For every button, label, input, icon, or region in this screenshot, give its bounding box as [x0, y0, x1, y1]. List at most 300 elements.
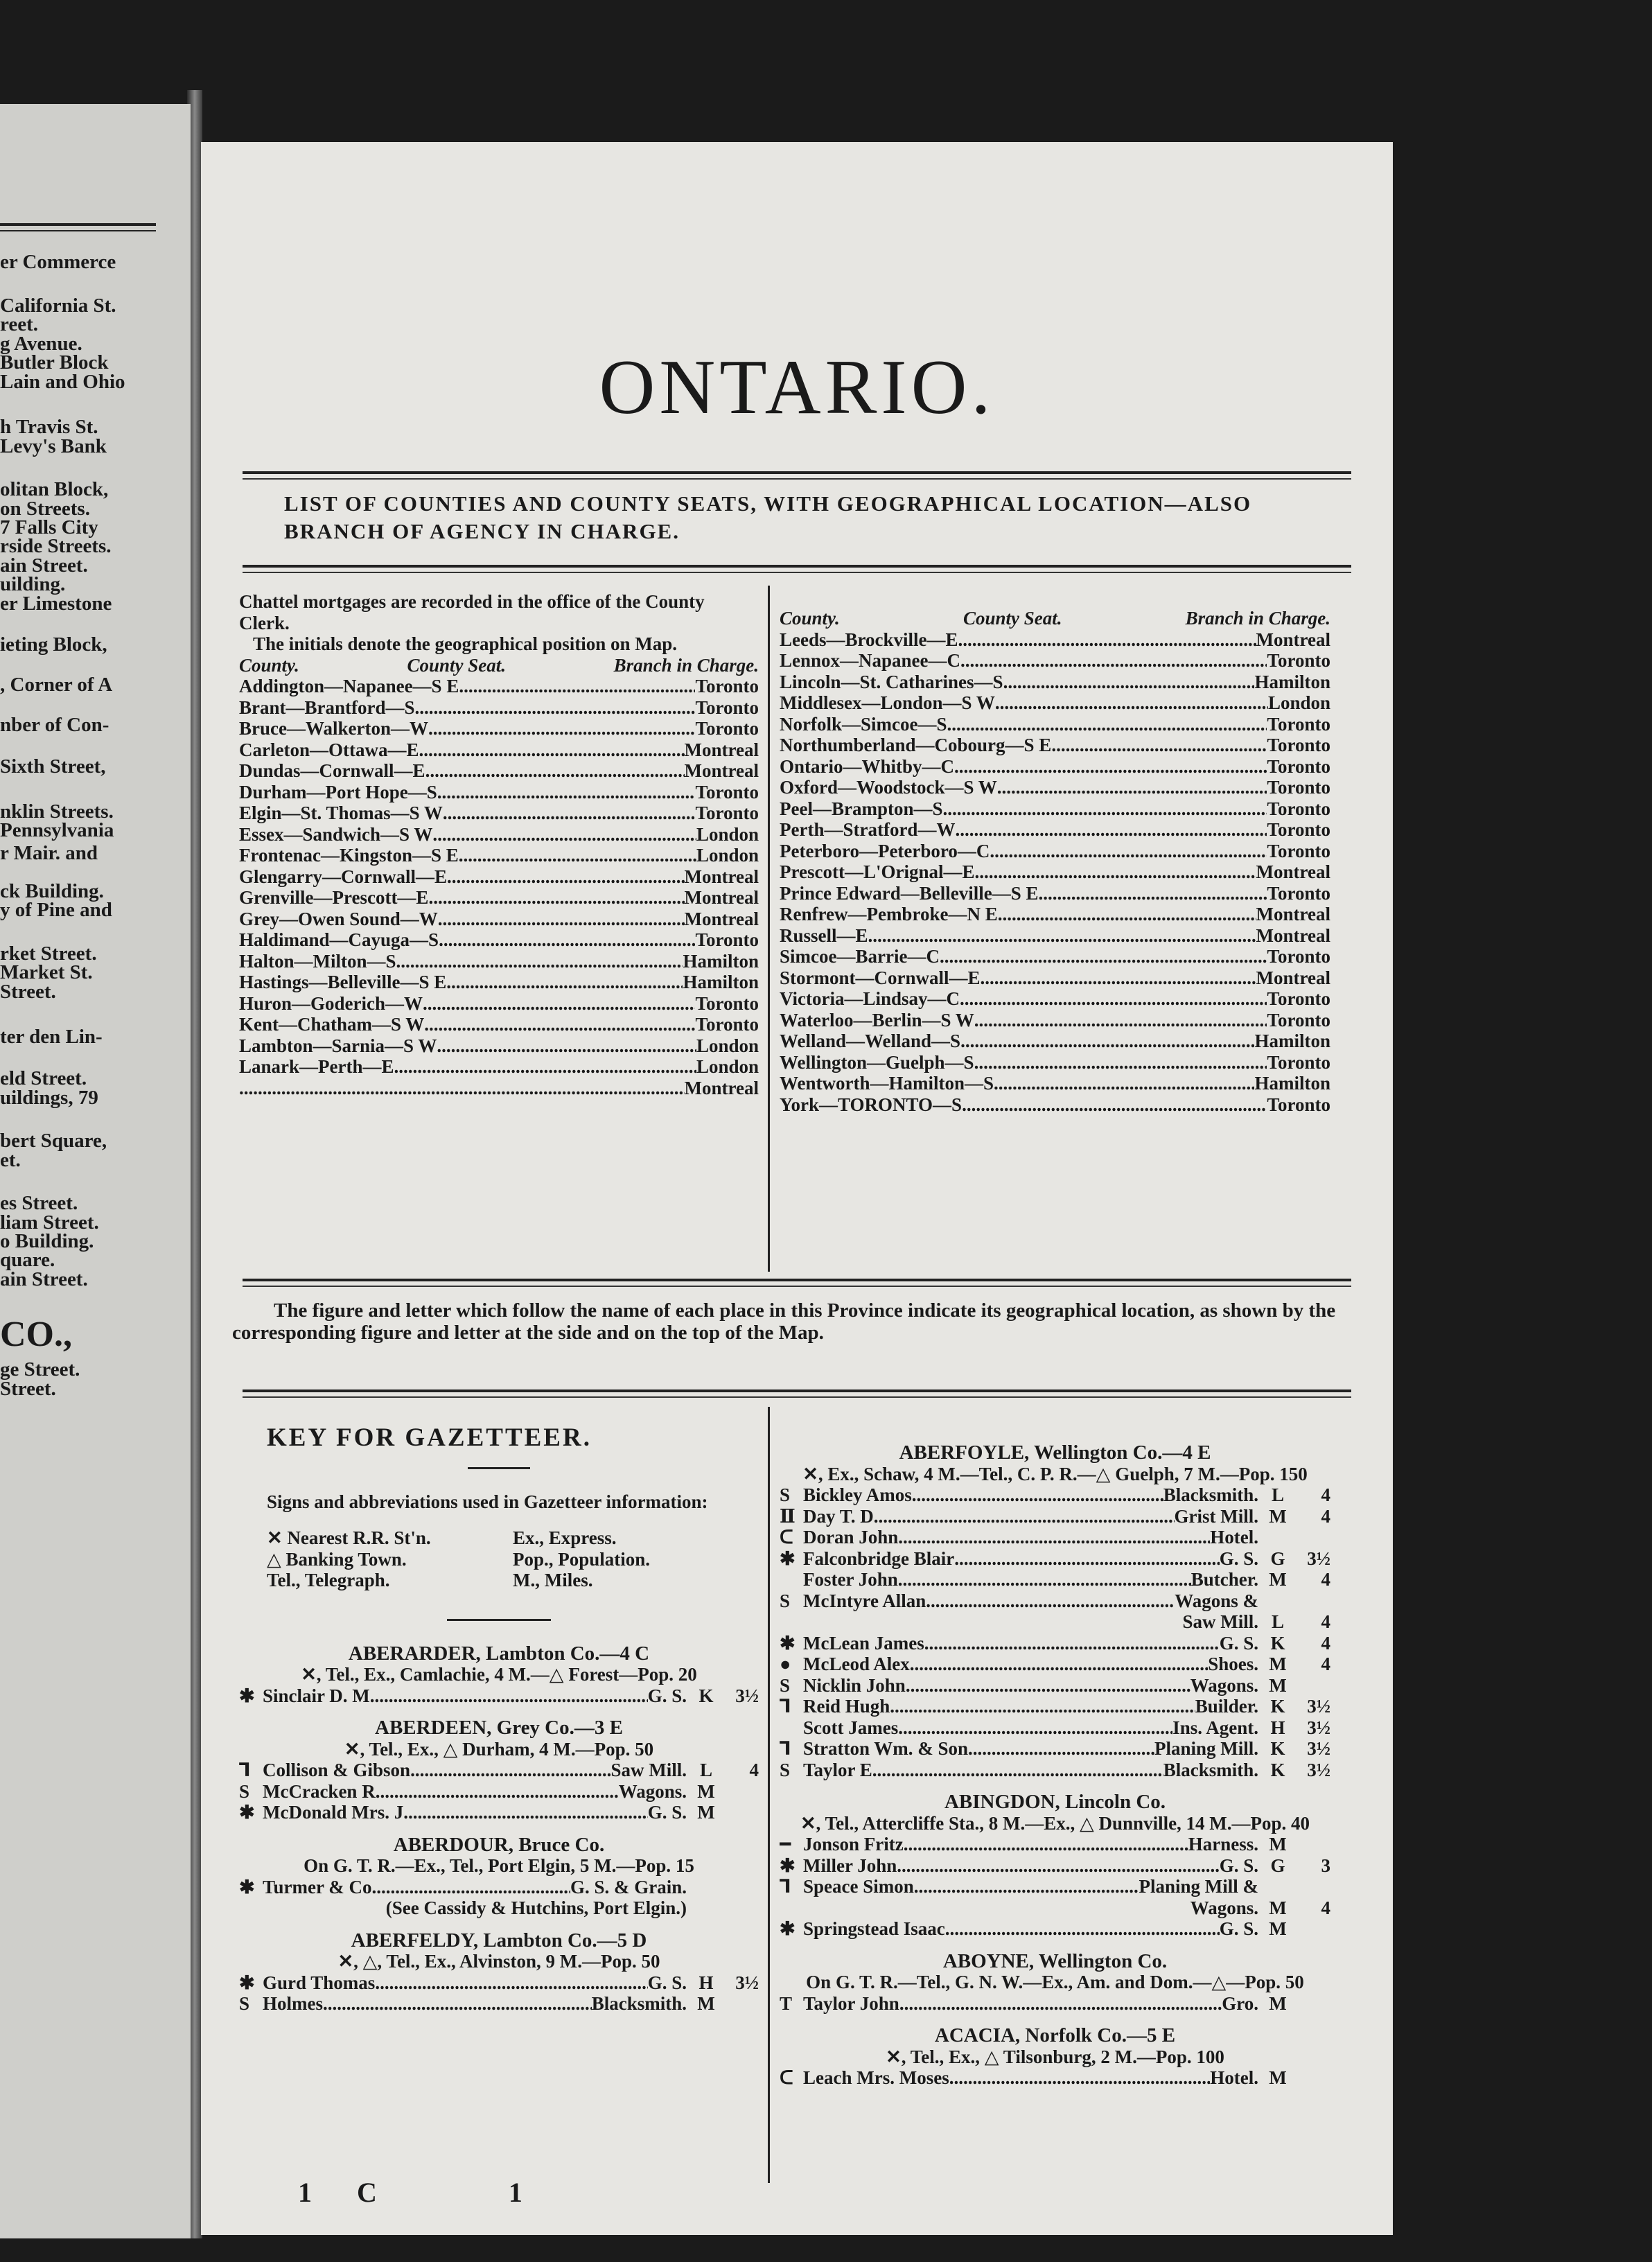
business-listing	[239, 1802, 759, 1823]
credit-rating: G	[1270, 1855, 1285, 1876]
title-rule	[243, 471, 1351, 474]
spacer	[263, 1897, 386, 1919]
branch-in-charge: Montreal	[684, 739, 759, 760]
business-type: Shoes.	[1208, 1654, 1258, 1674]
left-page-fragment: uilding.	[0, 573, 66, 595]
county-seat: Middlesex—London—S W	[780, 692, 995, 713]
business-name: Nicklin John	[803, 1674, 906, 1696]
leader-dots	[904, 1834, 1188, 1855]
county-seat: Peel—Brampton—S	[780, 798, 943, 819]
business-listing	[780, 1633, 1330, 1654]
branch-in-charge: Montreal	[684, 908, 759, 929]
county-row	[239, 782, 759, 803]
business-name: McDonald Mrs. J	[263, 1802, 404, 1823]
business-type: Butcher.	[1190, 1569, 1258, 1590]
branch-in-charge: London	[696, 823, 759, 845]
business-continuation	[780, 1897, 1330, 1919]
rating-value: 3	[1321, 1855, 1330, 1876]
county-seat: Perth—Stratford—W	[780, 819, 956, 840]
place-info: ✕, Ex., Schaw, 4 M.—Tel., C. P. R.—△ Guelph, 7 M.—Pop. 150	[802, 1463, 1308, 1484]
leader-dots	[403, 1802, 647, 1823]
branch-in-charge: Toronto	[1267, 988, 1330, 1009]
leader-dots	[1051, 735, 1267, 756]
county-row	[780, 1031, 1330, 1052]
business-type: Harness.	[1188, 1834, 1258, 1855]
place-name: ABINGDON, Lincoln Co.	[944, 1791, 1166, 1813]
leader-dots	[1038, 883, 1267, 904]
left-page-fragment: liam Street.	[0, 1211, 99, 1234]
branch-in-charge: London	[1267, 692, 1330, 713]
business-name: McIntyre Allan	[803, 1590, 926, 1611]
place-entry	[780, 2014, 1330, 2089]
business-listing	[239, 1760, 759, 1781]
leader-dots	[443, 803, 696, 824]
symbol-icon: T	[780, 1992, 793, 2014]
abbr-item: Tel., Telegraph.	[267, 1570, 390, 1590]
business-name: McLeod Alex	[803, 1654, 910, 1674]
gazetteer-right-column	[780, 1438, 1330, 2089]
branch-in-charge: Toronto	[695, 929, 759, 950]
place-entry	[239, 1706, 759, 1823]
branch-in-charge: Montreal	[684, 866, 759, 887]
county-row	[780, 925, 1330, 947]
rating-value	[1297, 1834, 1330, 1855]
credit-rating: M	[1269, 1505, 1287, 1527]
symbol-icon: ᑕ	[780, 1527, 793, 1548]
county-row	[780, 650, 1330, 672]
rating-value	[1297, 1876, 1330, 1897]
branch-in-charge: London	[696, 1035, 759, 1056]
leader-dots	[990, 841, 1267, 862]
branch-in-charge: Hamilton	[683, 950, 759, 972]
left-page-fragment: ain Street.	[0, 554, 88, 577]
county-seat: Lennox—Napanee—C	[780, 650, 961, 671]
rating-value: 4	[1321, 1484, 1330, 1505]
county-row	[780, 735, 1330, 756]
county-row	[780, 1052, 1330, 1073]
leader-dots	[415, 697, 696, 719]
abbr-item: ✕ Nearest R.R. St'n.	[267, 1527, 431, 1548]
leader-dots	[974, 861, 1256, 883]
header-branch: Branch in Charge.	[1185, 608, 1330, 629]
county-seat: Stormont—Cornwall—E	[780, 967, 981, 988]
rating-value	[1297, 1993, 1330, 2015]
place-entry	[239, 1823, 759, 1919]
signature-mark: C	[357, 2177, 377, 2208]
county-seat: Norfolk—Simcoe—S	[780, 713, 947, 735]
left-page-fragment: y of Pine and	[0, 899, 112, 921]
business-type: Planing Mill.	[1154, 1738, 1258, 1759]
county-seat: Elgin—St. Thomas—S W	[239, 803, 443, 823]
spacer	[780, 1940, 1330, 1947]
leader-dots	[906, 1675, 1190, 1696]
county-row	[239, 739, 759, 761]
rating-value	[1297, 1675, 1330, 1696]
header-seat: County Seat.	[963, 608, 1062, 629]
rating-value: 3½	[1307, 1548, 1330, 1569]
credit-rating: L	[1271, 1611, 1284, 1632]
business-listing	[780, 1993, 1330, 2015]
county-seat: Welland—Welland—S	[780, 1031, 961, 1051]
business-type: Gro.	[1222, 1992, 1258, 2014]
county-seat: Lambton—Sarnia—S W	[239, 1035, 437, 1056]
leader-dots	[438, 909, 685, 930]
leader-dots	[372, 1877, 570, 1898]
county-seat: Oxford—Woodstock—S W	[780, 777, 997, 798]
branch-in-charge: London	[696, 845, 759, 866]
symbol-icon: ⅂	[780, 1696, 791, 1717]
leader-dots	[958, 629, 1256, 651]
business-listing	[780, 1527, 1330, 1548]
credit-rating: M	[1269, 1674, 1287, 1696]
leader-dots	[410, 1760, 610, 1781]
county-seat: Dundas—Cornwall—E	[239, 760, 425, 781]
place-entry	[780, 1442, 1330, 1780]
branch-in-charge: Toronto	[1267, 755, 1330, 777]
business-listing	[780, 1738, 1330, 1760]
business-listing	[239, 1972, 759, 1994]
symbol-icon: ✱	[780, 1548, 796, 1569]
county-row	[780, 672, 1330, 693]
leader-dots	[910, 1654, 1208, 1675]
business-listing	[239, 1685, 759, 1707]
business-type: Saw Mill.	[1182, 1611, 1258, 1632]
business-name: Doran John	[803, 1527, 899, 1548]
place-name: ABERARDER, Lambton Co.—4 C	[348, 1642, 650, 1665]
rating-value	[726, 1993, 759, 2015]
county-row	[239, 1014, 759, 1035]
county-row	[239, 866, 759, 888]
leader-dots	[974, 1052, 1267, 1073]
rating-value: 4	[1321, 1611, 1330, 1632]
county-seat: Peterboro—Peterboro—C	[780, 840, 990, 861]
county-row	[239, 697, 759, 719]
chattel-note: Chattel mortgages are recorded in the office of the County Clerk.	[239, 591, 705, 633]
place-name: ABOYNE, Wellington Co.	[942, 1949, 1168, 1972]
county-seat: Wellington—Guelph—S	[780, 1051, 974, 1073]
county-seat: Russell—E	[780, 924, 868, 946]
county-seat: Simcoe—Barrie—C	[780, 946, 940, 967]
branch-in-charge: London	[696, 1056, 759, 1077]
symbol-icon: ✱	[239, 1685, 255, 1706]
symbol-icon: ✱	[780, 1855, 796, 1876]
county-seat: Brant—Brantford—S	[239, 696, 415, 718]
credit-rating: L	[699, 1760, 712, 1780]
left-page-fragment: o Building.	[0, 1230, 94, 1252]
leader-dots	[998, 904, 1256, 925]
county-row	[239, 718, 759, 739]
left-page-fragment: r Mair. and	[0, 842, 98, 864]
county-row	[239, 909, 759, 930]
county-seat: Frontenac—Kingston—S E	[239, 845, 459, 866]
rating-value: 4	[1321, 1897, 1330, 1918]
short-rule	[468, 1467, 530, 1469]
county-seat: Grey—Owen Sound—W	[239, 908, 438, 929]
business-name: Taylor John	[803, 1992, 899, 2014]
leader-dots	[981, 967, 1256, 989]
credit-rating	[1258, 1876, 1297, 1897]
key-title: KEY FOR GAZETTEER.	[267, 1423, 592, 1452]
branch-in-charge: Toronto	[1267, 798, 1330, 819]
credit-rating: L	[1271, 1484, 1284, 1505]
symbol-icon: S	[780, 1674, 791, 1696]
county-row	[239, 1035, 759, 1057]
branch-in-charge: Montreal	[1256, 861, 1330, 882]
left-page-fragment: CO.,	[0, 1315, 72, 1354]
symbol-icon: ✱	[780, 1632, 796, 1654]
left-page-fragment: rside Streets.	[0, 535, 112, 557]
header-branch: Branch in Charge.	[613, 654, 759, 676]
credit-rating: M	[1269, 1834, 1287, 1855]
credit-rating	[687, 1877, 726, 1898]
county-seat: Lanark—Perth—E	[239, 1056, 394, 1077]
credit-rating: M	[1269, 1654, 1287, 1674]
business-listing	[780, 1654, 1330, 1675]
leader-dots	[396, 951, 683, 972]
leader-dots	[940, 946, 1267, 967]
business-type: Blacksmith.	[591, 1993, 687, 2014]
county-seat: Durham—Port Hope—S	[239, 781, 437, 803]
county-row	[239, 929, 759, 951]
business-listing	[780, 1590, 1330, 1612]
leader-dots	[943, 798, 1267, 820]
branch-in-charge: Toronto	[1267, 713, 1330, 735]
branch-in-charge: Toronto	[695, 1014, 759, 1035]
business-type: G. S.	[1219, 1632, 1258, 1654]
business-listing	[780, 1506, 1330, 1527]
leader-dots	[995, 692, 1268, 714]
rating-value: 4	[1321, 1505, 1330, 1527]
column-divider	[768, 586, 770, 1272]
business-type: Blacksmith.	[1163, 1759, 1258, 1780]
rating-value: 3½	[1307, 1696, 1330, 1717]
business-continuation	[239, 1897, 759, 1919]
symbol-icon: S	[780, 1759, 791, 1780]
credit-rating: M	[1269, 1992, 1287, 2014]
left-page-fragment: quare.	[0, 1249, 55, 1271]
credit-rating: M	[1269, 2067, 1287, 2088]
leader-dots	[239, 1078, 685, 1099]
left-page-fragment: on Streets.	[0, 498, 90, 520]
symbol-icon: S	[239, 1780, 250, 1802]
place-entry	[780, 1940, 1330, 2015]
business-name: Gurd Thomas	[263, 1972, 376, 1993]
left-page-fragment: olitan Block,	[0, 478, 109, 500]
abbr-item: △ Banking Town.	[267, 1548, 407, 1570]
leader-dots	[926, 1590, 1175, 1612]
county-row	[239, 887, 759, 909]
header-seat: County Seat.	[407, 654, 506, 676]
leader-dots	[459, 845, 696, 866]
business-name: Falconbridge Blair	[803, 1548, 955, 1569]
branch-in-charge: Montreal	[1256, 924, 1330, 946]
spacer	[780, 1780, 1330, 1787]
symbol-icon: S	[780, 1590, 791, 1611]
credit-rating: M	[697, 1780, 715, 1802]
place-entry	[780, 1780, 1330, 1940]
place-info: ✕, Tel., Ex., △ Durham, 4 M.—Pop. 50	[344, 1738, 654, 1760]
county-seat: Haldimand—Cayuga—S	[239, 929, 439, 950]
table-header	[780, 608, 1330, 629]
branch-in-charge: Toronto	[695, 696, 759, 718]
symbol-icon: ✱	[239, 1876, 255, 1897]
leader-dots	[955, 819, 1267, 841]
county-seat: Wentworth—Hamilton—S	[780, 1073, 994, 1094]
branch-in-charge: Toronto	[1267, 777, 1330, 798]
leader-dots	[376, 1781, 619, 1803]
credit-rating: G	[1270, 1548, 1285, 1569]
business-name: Springstead Isaac	[803, 1918, 945, 1939]
county-seat: Carleton—Ottawa—E	[239, 739, 419, 760]
leader-dots	[947, 714, 1267, 735]
header-county: County.	[239, 654, 299, 676]
leader-dots	[447, 866, 685, 888]
symbol-icon: ⅂	[780, 1738, 791, 1759]
left-page-fragment: es Street.	[0, 1192, 78, 1214]
left-page-fragment: Butler Block	[0, 351, 109, 374]
rating-value: 4	[1321, 1654, 1330, 1674]
leader-dots	[994, 1073, 1254, 1094]
symbol-icon: ✱	[239, 1802, 255, 1823]
business-listing	[780, 1548, 1330, 1570]
business-name: Taylor E	[803, 1759, 872, 1780]
business-name: Reid Hugh	[803, 1696, 890, 1717]
left-page-fragment: er Commerce	[0, 251, 116, 273]
leader-dots	[439, 929, 695, 951]
county-row	[780, 777, 1330, 798]
business-listing	[239, 1877, 759, 1898]
county-row	[239, 1056, 759, 1078]
leader-dots	[960, 650, 1267, 672]
county-seat: Victoria—Lindsay—C	[780, 988, 960, 1009]
county-row	[239, 951, 759, 972]
title-rule	[243, 478, 1351, 480]
left-page-fragment: Street.	[0, 1378, 56, 1400]
business-name: Speace Simon	[803, 1876, 914, 1897]
business-type: G. S.	[1219, 1548, 1258, 1569]
gazetteer-left-column	[239, 1423, 759, 2015]
business-name: Leach Mrs. Moses	[803, 2067, 949, 2088]
business-type: Blacksmith.	[1163, 1484, 1258, 1505]
credit-rating: M	[1269, 1897, 1287, 1918]
left-page-fragment: eld Street.	[0, 1067, 87, 1089]
county-seat: Halton—Milton—S	[239, 950, 396, 972]
left-page-fragment: et.	[0, 1149, 21, 1171]
signature-mark: 1	[508, 2177, 522, 2208]
credit-rating: M	[697, 1993, 715, 2014]
left-page-fragment: Market St.	[0, 961, 93, 983]
leader-dots	[424, 1014, 695, 1035]
branch-in-charge: Toronto	[695, 803, 759, 823]
branch-in-charge: Montreal	[1256, 967, 1330, 988]
place-name: ABERDEEN, Grey Co.—3 E	[375, 1717, 623, 1739]
business-type: Wagons &	[1175, 1590, 1258, 1611]
short-rule	[447, 1619, 551, 1621]
branch-in-charge: Montreal	[684, 1077, 759, 1098]
credit-rating: M	[1269, 1569, 1287, 1590]
business-type: Wagons.	[618, 1780, 687, 1802]
section-rule	[243, 1279, 1351, 1281]
leader-dots	[898, 1527, 1210, 1548]
symbol-icon	[780, 1717, 803, 1739]
abbr-item: M., Miles.	[513, 1570, 593, 1590]
business-name: Holmes	[263, 1993, 323, 2014]
place-info: ✕, △, Tel., Ex., Alvinston, 9 M.—Pop. 50	[337, 1951, 660, 1972]
county-row	[780, 841, 1330, 862]
rating-value: 3½	[1307, 1738, 1330, 1759]
key-intro: Signs and abbreviations used in Gazetteer information:	[267, 1491, 708, 1512]
county-seat: Kent—Chatham—S W	[239, 1014, 425, 1035]
branch-in-charge: Toronto	[1267, 840, 1330, 861]
business-type: G. S.	[647, 1685, 687, 1706]
left-page-fragment: nber of Con-	[0, 714, 109, 736]
counties-left-column	[239, 591, 759, 1098]
credit-rating	[1258, 1590, 1297, 1612]
county-row	[780, 798, 1330, 820]
county-row	[780, 1094, 1330, 1116]
branch-in-charge: Montreal	[1256, 904, 1330, 924]
rating-value: 4	[1321, 1632, 1330, 1654]
rating-value	[1297, 1527, 1330, 1548]
branch-in-charge: Toronto	[695, 992, 759, 1014]
business-name: Turmer & Co	[263, 1876, 372, 1897]
place-info: ✕, Tel., Ex., Camlachie, 4 M.—△ Forest—Pop. 20	[301, 1664, 697, 1685]
county-row	[780, 904, 1330, 925]
leader-dots	[323, 1993, 592, 2015]
county-seat: Addington—Napanee—S E	[239, 676, 459, 696]
rating-value: 4	[1321, 1569, 1330, 1590]
business-name: Stratton Wm. & Son	[803, 1738, 969, 1759]
county-row	[780, 692, 1330, 714]
business-name: McCracken R	[263, 1780, 376, 1802]
leader-dots	[370, 1685, 648, 1707]
place-name: ABERFELDY, Lambton Co.—5 D	[351, 1929, 647, 1952]
branch-in-charge: Toronto	[695, 718, 759, 739]
leader-dots	[949, 2067, 1211, 2089]
credit-rating: M	[697, 1802, 715, 1823]
rating-value: 3½	[1307, 1717, 1330, 1738]
branch-in-charge: Toronto	[1267, 650, 1330, 671]
county-seat: Hastings—Belleville—S E	[239, 972, 447, 992]
credit-rating: M	[1269, 1918, 1287, 1939]
county-row	[780, 714, 1330, 735]
left-page-fragment: Levy's Bank	[0, 435, 107, 457]
symbol-icon: ᑕ	[780, 2067, 793, 2088]
leader-dots	[868, 925, 1256, 947]
business-continuation	[780, 1611, 1330, 1633]
leader-dots	[914, 1876, 1139, 1897]
county-row	[780, 946, 1330, 967]
left-page-fragment: Pennsylvania	[0, 819, 114, 841]
left-page-rule	[0, 223, 156, 226]
business-listing	[780, 1484, 1330, 1506]
table-header	[239, 655, 759, 676]
business-type: Hotel.	[1210, 1527, 1258, 1548]
county-row	[239, 760, 759, 782]
business-name: McLean James	[803, 1632, 924, 1654]
rating-value: 4	[749, 1760, 759, 1780]
column-divider	[768, 1407, 770, 2183]
header-county: County.	[780, 608, 840, 629]
business-type: Ins. Agent.	[1172, 1717, 1258, 1738]
left-page-fragment: Street.	[0, 981, 56, 1003]
place-info: On G. T. R.—Tel., G. N. W.—Ex., Am. and Dom.—△—Pop. 50	[806, 1972, 1304, 1992]
branch-in-charge: Montreal	[684, 760, 759, 781]
branch-in-charge: Toronto	[695, 676, 759, 696]
county-row	[780, 629, 1330, 651]
business-listing	[239, 1781, 759, 1803]
leader-dots	[954, 756, 1267, 778]
